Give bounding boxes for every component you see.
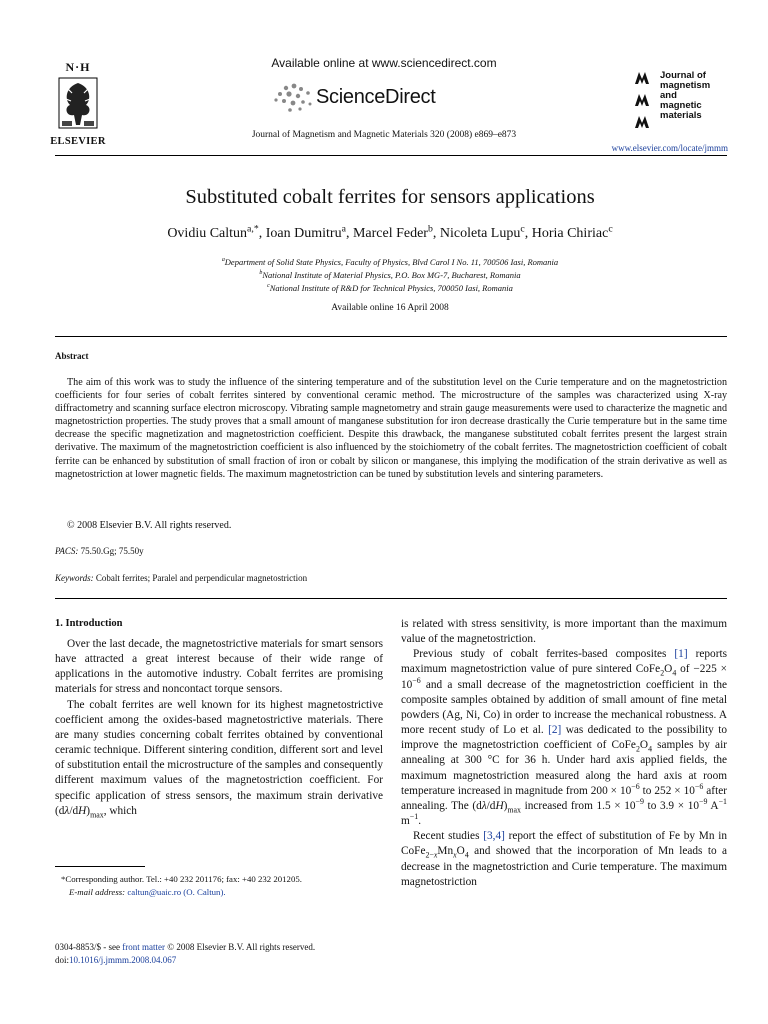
jmmm-line-1: Journal of — [660, 70, 706, 81]
header-rule — [55, 155, 727, 156]
doi-line: doi:10.1016/j.jmmm.2008.04.067 — [55, 955, 177, 965]
pacs-line: PACS: 75.50.Gg; 75.50y — [55, 546, 144, 556]
page-footer — [55, 941, 315, 967]
available-online-date: Available online 16 April 2008 — [331, 303, 449, 313]
author-name: Ovidiu Caltun — [167, 226, 248, 241]
available-online-banner[interactable]: Available online at www.sciencedirect.com — [271, 56, 497, 70]
paragraph: Recent studies [3,4] report the effect of substitution of Fe by Mn in $CoFe_{2-x}Mn_xO_4$ and showed that the incorporation of Mn leads to a decrease in the magnetostriction and Curie temperature. The maximum magnetostriction — [401, 830, 727, 888]
body-right-column — [401, 617, 727, 890]
journal-citation: Journal of Magnetism and Magnetic Materials 320 (2008) e869–e873 — [251, 130, 517, 140]
abstract-top-rule — [55, 336, 727, 337]
affiliation: $^c$National Institute of R&D for Technical Physics, 700050 Iasi, Romania — [267, 283, 513, 293]
paragraph: Over the last decade, the magnetostrictive materials for smart sensors have attracted a great interest because of their wide range of applications in the automotive industry. Cobalt ferrites are promising materials for stress and noncontact torque sensors. — [55, 638, 383, 696]
abstract-copyright: © 2008 Elsevier B.V. All rights reserved. — [67, 520, 232, 531]
author-affil-mark: c — [520, 223, 525, 235]
elsevier-tree-icon — [58, 77, 98, 129]
sciencedirect-wordmark: ScienceDirect — [316, 86, 436, 108]
jmmm-wordmark — [660, 71, 710, 121]
reference-link[interactable]: [2] — [548, 724, 562, 737]
paragraph: The cobalt ferrites are well known for its highest magnetostrictive coefficient among the oxides-based magnetostrictive materials. There are many studies concerning cobalt ferrites obtained by conventional ceramic technique. Different sintering condition, different sort and level of substitution entail the microstructure of the samples and consequently different maximum values of the magnetostriction coefficient. For specific application of stress sensors, the maximum strain derivative $(d\lambda/dH)_{max}$, which — [55, 698, 383, 819]
issn-line: 0304-8853/$ - see front matter © 2008 Elsevier B.V. All rights reserved. — [55, 942, 316, 952]
corresponding-author: *Corresponding author. Tel.: +40 232 201176; fax: +40 232 201205. — [61, 874, 302, 884]
author-affil-mark: b — [427, 223, 433, 235]
abstract-text: The aim of this work was to study the influence of the sintering temperature and of the substitution level on the Curie temperature and on the magnetostriction coefficients for four series of cobalt ferrites sintered by conventional ceramic method. The microstructure of the samples was characterized using X-ray diffractometry and scanning surface electron microscopy. Vibrating sample magnetometry and strain gauge measurements were used to characterize the magnetic and magnetostriction properties. The study proves that a small amount of manganese substitution for iron decrease drastically the Curie temperature but in the same time decrease the specific magnetization and magnetostriction coefficient. Despite this drawback, the manganese substituted cobalt ferrites present the largest strain derivative. The maximum of the magnetostriction coefficient is also influenced by the stoichiometry of the cobalt ferrites. The magnetostriction coefficient of cobalt ferrite can be enhanced by substitution of small fraction of iron or cobalt by silicon or manganese, this implying the modification of the strain derivative as well as magnetostriction at lower magnetic fields. The maximum magnetostriction can be tuned by substitution levels and sintering parameters. — [55, 377, 727, 480]
jmmm-line-4: magnetic — [660, 100, 702, 111]
publisher-mark: N·H — [65, 60, 91, 74]
email-link[interactable]: caltun@uaic.ro (O. Caltun). — [127, 887, 226, 897]
reference-link[interactable]: [1] — [674, 648, 688, 661]
abstract-heading: Abstract — [55, 351, 89, 361]
front-matter-link[interactable]: front matter — [122, 942, 165, 952]
jmmm-line-3: and — [660, 90, 677, 101]
author-name: Marcel Feder — [352, 226, 428, 241]
author-affil-mark: a,* — [247, 223, 259, 235]
author-name: Horia Chiriac — [531, 226, 609, 241]
publisher-name: ELSEVIER — [50, 136, 106, 147]
affiliation: $^a$Department of Solid State Physics, Faculty of Physics, Blvd Carol I No. 11, 700506 Iasi, Romania — [221, 257, 559, 267]
doi-link[interactable]: 10.1016/j.jmmm.2008.04.067 — [69, 955, 177, 965]
paragraph: is related with stress sensitivity, is more important than the maximum value of the magnetostriction. — [401, 618, 727, 646]
author-name: Ioan Dumitru — [265, 226, 342, 241]
body-left-column — [55, 637, 383, 819]
email-line: E-mail address: caltun@uaic.ro (O. Caltun). — [69, 887, 226, 897]
paragraph: Previous study of cobalt ferrites-based composites [1] reports maximum magnetostriction value of pure sintered $CoFe_2O_4$ of $-225 \times 10^{-6}$ and a small decrease of the magnetostriction coefficient in the composite samples obtained by addition of small amount of fine metal powders (Ag, Ni, Co) in order to increase the mechanical robustness. A more recent study of Lo et al. [2] was dedicated to the possibility to improve the magnetostriction coefficient of $CoFe_2O_4$ samples by air annealing at 300 °C for 36 h. Under hard axis applied fields, the maximum magnetostriction measured along the hard axis at room temperature increased in magnitude from $200 \times 10^{-6}$ to $252 \times 10^{-6}$ after annealing. The $(d\lambda/dH)_{max}$ increased from $1.5 \times 10^{-9}$ to $3.9 \times 10^{-9}$ $A^{-1}$ $m^{-1}$. — [401, 648, 727, 828]
affiliation: $^b$National Institute of Material Physics, P.O. Box MG-7, Bucharest, Romania — [259, 270, 521, 280]
author-list: Ovidiu Caltun$^{a,*}$, Ioan Dumitru$^a$, Marcel Feder$^b$, Nicoleta Lupu$^c$, Horia Chiriac$^c$ — [167, 223, 613, 241]
jmmm-line-5: materials — [660, 110, 702, 121]
footnote — [55, 873, 385, 899]
footnote-rule — [55, 866, 145, 867]
journal-url-link[interactable]: www.elsevier.com/locate/jmmm — [611, 143, 728, 153]
keywords-bottom-rule — [55, 598, 727, 599]
keywords-line: Keywords: Cobalt ferrites; Paralel and perpendicular magnetostriction — [55, 573, 308, 583]
reference-link[interactable]: [3,4] — [483, 830, 505, 843]
jmmm-line-2: magnetism — [660, 80, 711, 91]
author-affil-mark: c — [608, 223, 613, 235]
affiliations — [0, 256, 768, 295]
author-name: Nicoleta Lupu — [439, 226, 521, 241]
author-affil-mark: a — [341, 223, 346, 235]
article-title: Substituted cobalt ferrites for sensors applications — [185, 186, 595, 208]
section-heading: 1. Introduction — [55, 618, 123, 629]
